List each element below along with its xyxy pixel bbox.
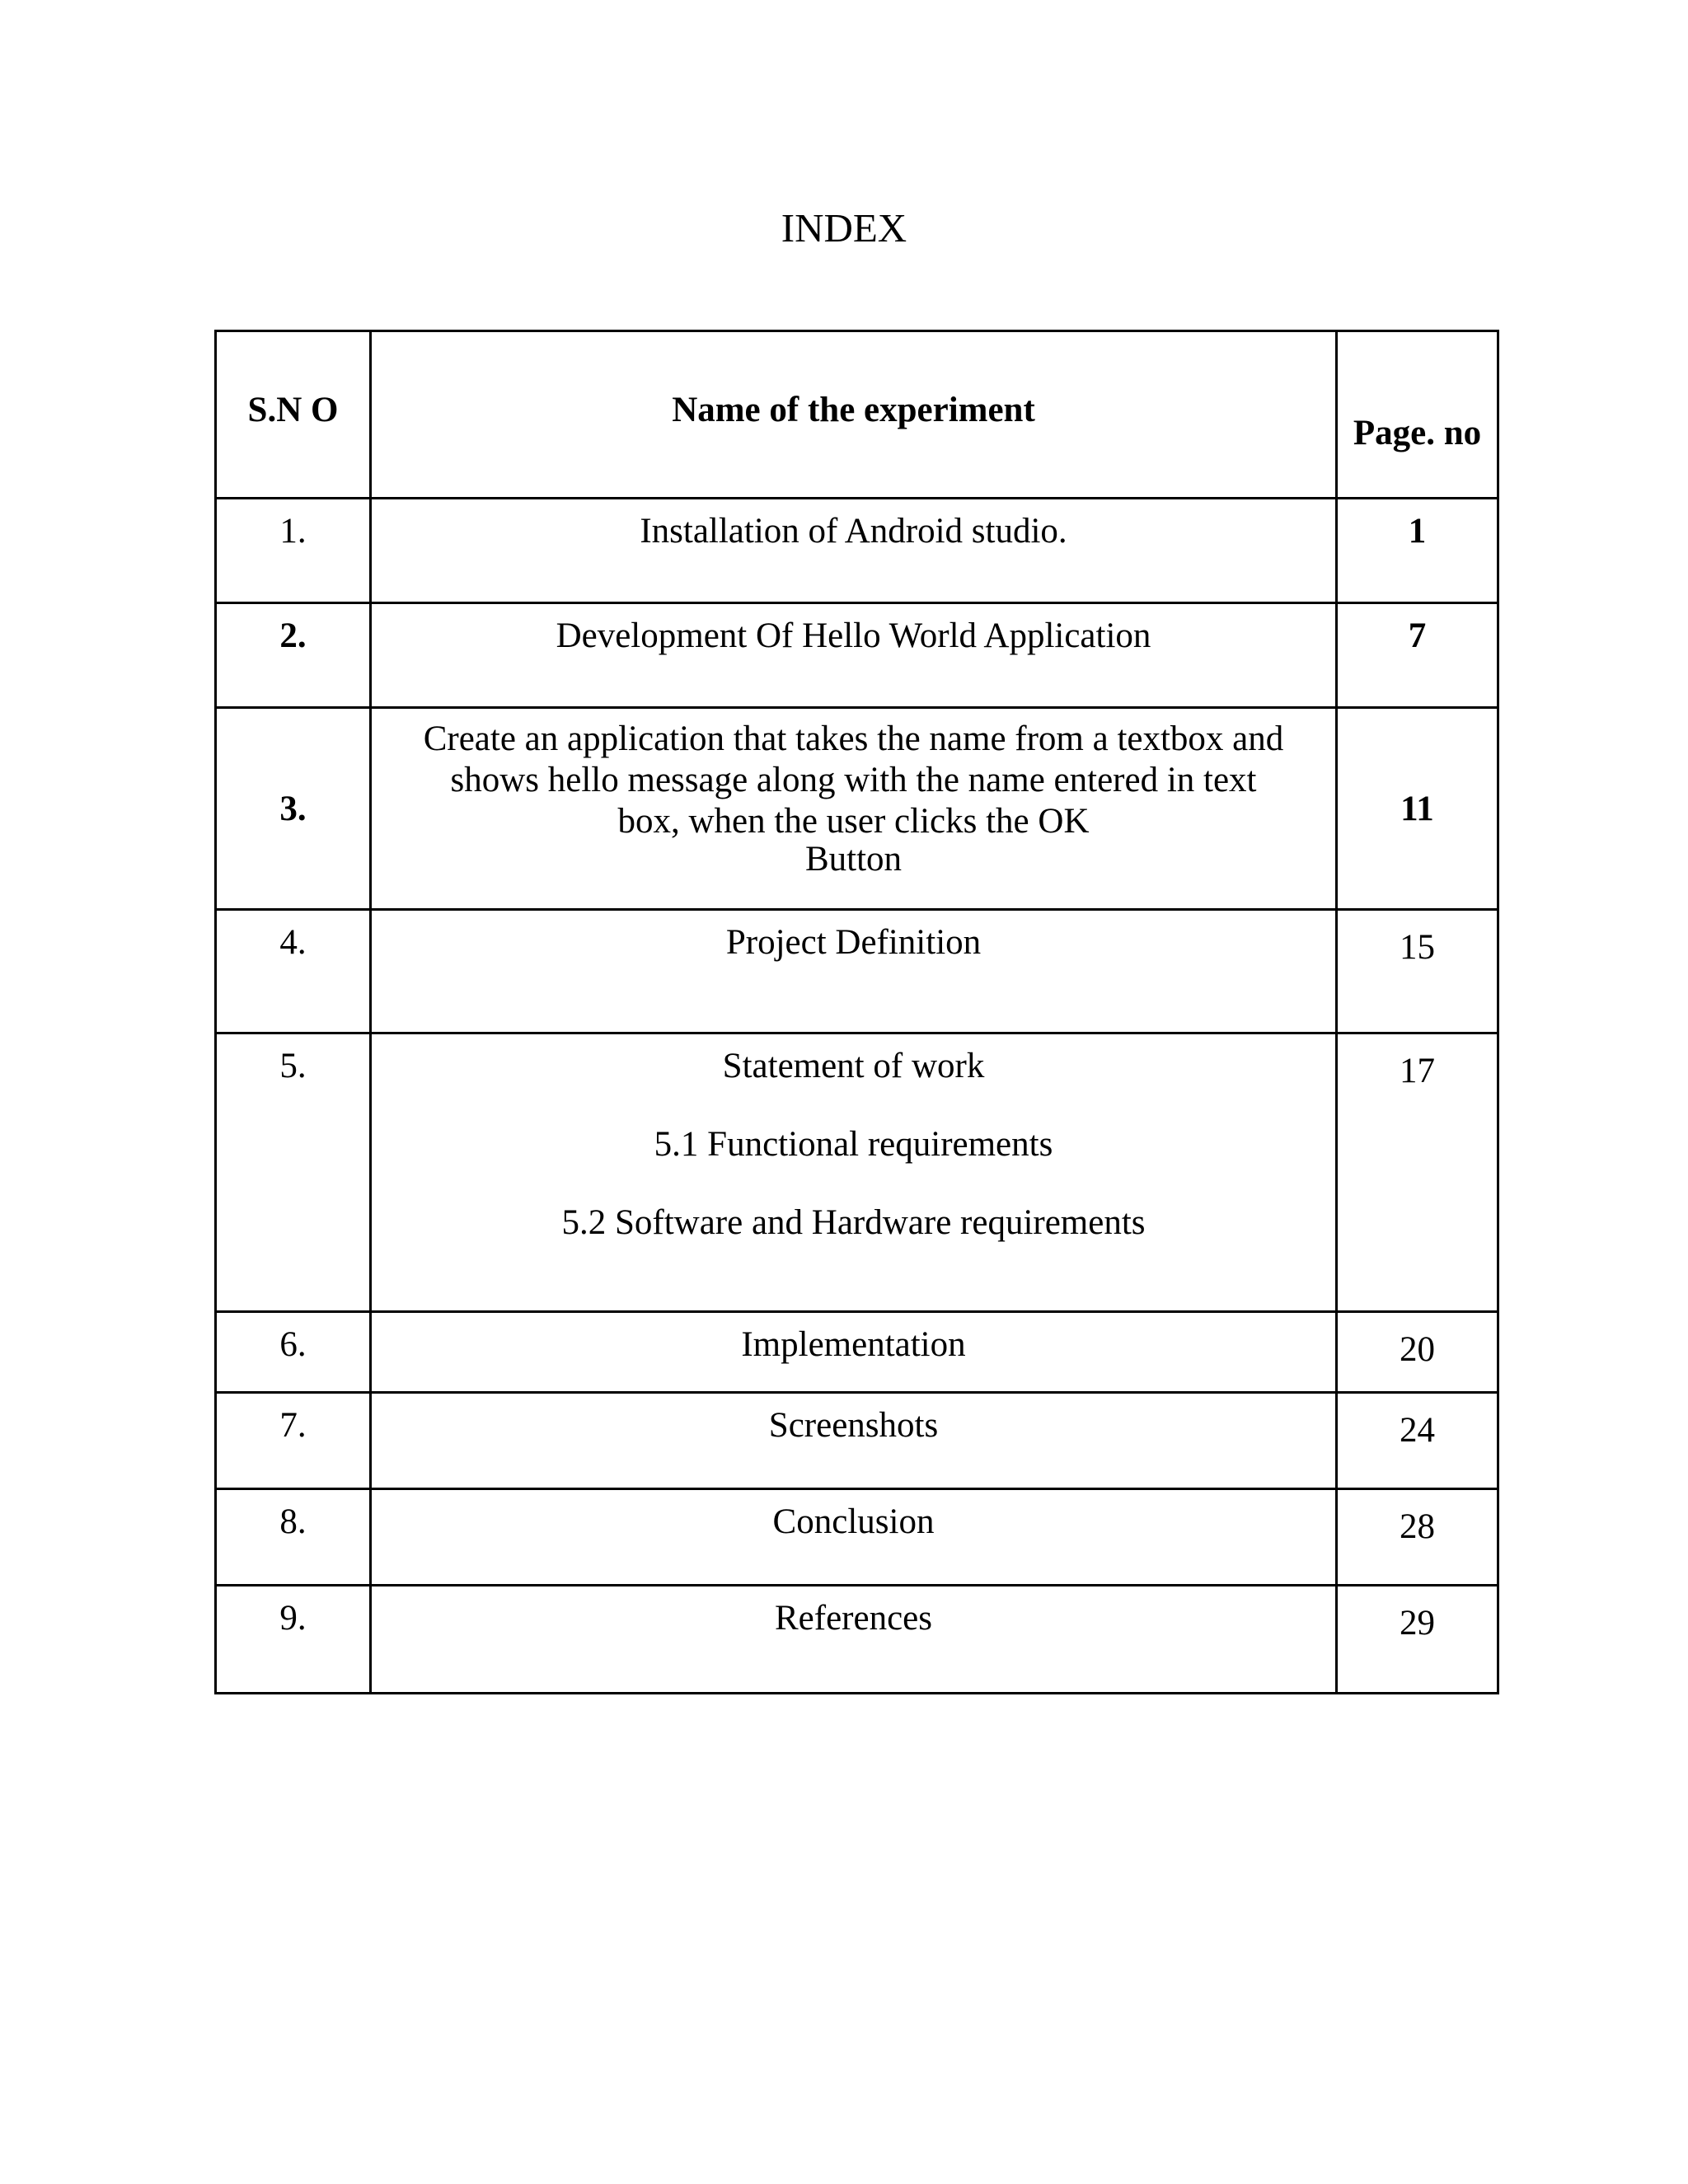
- row-name-line: Button: [804, 840, 903, 879]
- row-name: [371, 1033, 1337, 1312]
- table-row: [216, 708, 1498, 910]
- row-name-line: shows hello message along with the name entered in text: [450, 761, 1257, 799]
- table-row: [216, 1586, 1498, 1694]
- header-page: Page. no: [1337, 331, 1498, 499]
- row-name-line: Create an application that takes the name from a textbox and: [423, 719, 1284, 758]
- row-subitem: 5.2 Software and Hardware requirements: [561, 1203, 1146, 1242]
- row-sno: 5.: [216, 1033, 371, 1312]
- row-name: Screenshots: [371, 1393, 1337, 1489]
- table-row: [216, 603, 1498, 708]
- row-sno: 2.: [216, 603, 371, 708]
- row-name: References: [371, 1586, 1337, 1694]
- table-row: [216, 910, 1498, 1033]
- table-row: [216, 499, 1498, 603]
- table-row: [216, 1033, 1498, 1312]
- row-page: 17: [1337, 1033, 1498, 1312]
- row-sno: 8.: [216, 1489, 371, 1586]
- row-page: 29: [1337, 1586, 1498, 1694]
- row-name-line: Statement of work: [722, 1047, 985, 1085]
- row-name: [371, 708, 1337, 910]
- row-sno: 3.: [216, 708, 371, 910]
- row-page: 28: [1337, 1489, 1498, 1586]
- table-header-row: [216, 331, 1498, 499]
- row-page: 20: [1337, 1312, 1498, 1393]
- row-sno: 7.: [216, 1393, 371, 1489]
- row-name-line: box, when the user clicks the OK: [617, 802, 1090, 841]
- table-row: [216, 1489, 1498, 1586]
- header-name: Name of the experiment: [371, 331, 1337, 499]
- table-row: [216, 1393, 1498, 1489]
- row-subitem: 5.1 Functional requirements: [654, 1125, 1053, 1164]
- page-title: INDEX: [781, 205, 907, 251]
- row-page: 24: [1337, 1393, 1498, 1489]
- table-row: [216, 1312, 1498, 1393]
- row-name: Implementation: [371, 1312, 1337, 1393]
- row-sno: 9.: [216, 1586, 371, 1694]
- row-name: Installation of Android studio.: [371, 499, 1337, 603]
- row-name: Project Definition: [371, 910, 1337, 1033]
- header-sno: S.N O: [216, 331, 371, 499]
- index-table: [214, 330, 1499, 1694]
- row-name: Development Of Hello World Application: [371, 603, 1337, 708]
- row-page: 11: [1337, 708, 1498, 910]
- row-sno: 1.: [216, 499, 371, 603]
- row-name: Conclusion: [371, 1489, 1337, 1586]
- row-page: 7: [1337, 603, 1498, 708]
- row-page: 1: [1337, 499, 1498, 603]
- row-page: 15: [1337, 910, 1498, 1033]
- row-sno: 4.: [216, 910, 371, 1033]
- row-sno: 6.: [216, 1312, 371, 1393]
